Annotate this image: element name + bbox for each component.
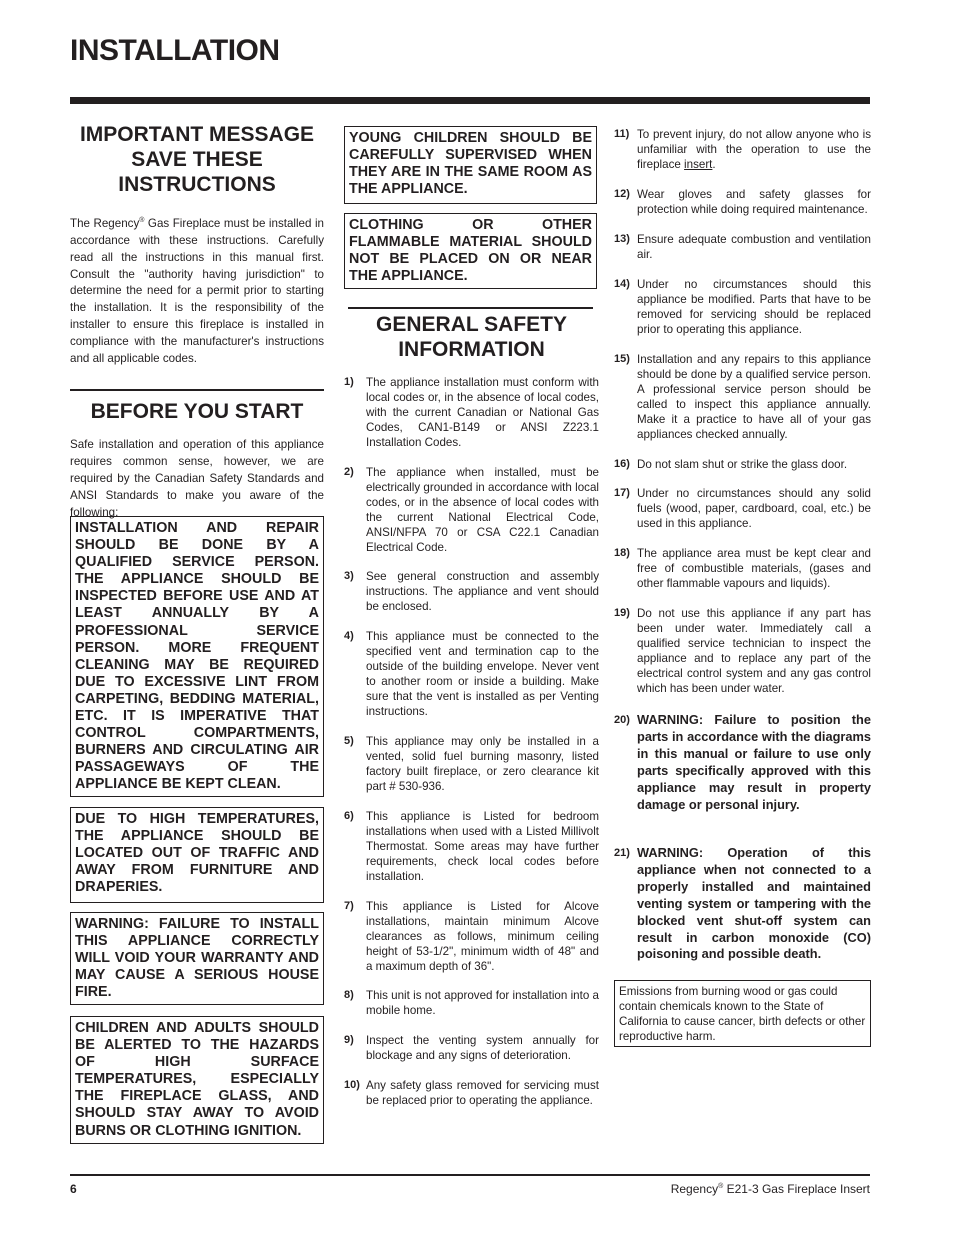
safety-warning-item: 20) WARNING: Failure to position the parts in accordance with the diagrams in this manual or failure to use only parts specifically approved with this appliance may result in property damage or personal injury. bbox=[614, 712, 871, 812]
warning-box-young-children: YOUNG CHILDREN SHOULD BE CAREFULLY SUPERVISED WHEN THEY ARE IN THE SAME ROOM AS THE APPLIANCE. bbox=[344, 126, 597, 204]
safety-warning-item: 21) WARNING: Operation of this appliance when not connected to a properly installed and maintained venting system or tampering with the blocked vent shut-off system can result in carbon monoxide (CO) poisoning and possible death. bbox=[614, 845, 871, 962]
warning-box-clothing: CLOTHING OR OTHER FLAMMABLE MATERIAL SHOULD NOT BE PLACED ON OR NEAR THE APPLIANCE. bbox=[344, 213, 597, 289]
page-title: INSTALLATION bbox=[70, 34, 280, 67]
warning-box-temperatures: DUE TO HIGH TEMPERATURES, THE APPLIANCE SHOULD BE LOCATED OUT OF TRAFFIC AND AWAY FROM FURNITURE AND DRAPERIES. bbox=[70, 807, 324, 903]
safety-heading: GENERAL SAFETY INFORMATION bbox=[376, 313, 567, 361]
safety-item: 13) Ensure adequate combustion and ventilation air. bbox=[614, 233, 871, 261]
header-rule bbox=[70, 97, 870, 104]
footer-title: Regency® E21-3 Gas Fireplace Insert bbox=[670, 1182, 870, 1196]
warning-box-installation: INSTALLATION AND REPAIR SHOULD BE DONE BY A QUALIFIED SERVICE PERSON. THE APPLIANCE SHOULD BE INSPECTED BEFORE USE AND AT LEAST ANNUALLY BY A PROFESSIONAL SERVICE PERSON. MORE FREQUENT CLEANING MAY BE REQUIRED DUE TO EXCESSIVE LINT FROM CARPETING, BEDDING MATERIAL, ETC. IT IS IMPERATIVE THAT CONTROL COMPARTMENTS, BURNERS AND CIRCULATING AIR PASSAGEWAYS OF THE APPLIANCE BE KEPT CLEAN. bbox=[70, 516, 324, 797]
safety-item: 4) This appliance must be connected to the specified vent and termination cap to the outside of the building envelope. Never vent to another room or inside a building. Make sure that the vent is installed as per Venting instructions. bbox=[344, 630, 599, 718]
warning-box-children: CHILDREN AND ADULTS SHOULD BE ALERTED TO THE HAZARDS OF HIGH SURFACE TEMPERATURES, ESPECIALLY THE FIREPLACE GLASS, AND SHOULD STAY AWAY TO AVOID BURNS OR CLOTHING IGNITION. bbox=[70, 1016, 324, 1144]
important-body: The Regency® Gas Fireplace must be installed in accordance with these instructions. Carefully read all the instructions in this manual first. Consult the "authority having jurisdiction" to determine the need for a permit prior to starting the installation. It is the responsibility of the installer to ensure this fireplace is installed in compliance with the manufacturer's instructions and all applicable codes. bbox=[70, 216, 324, 366]
warning-box-warranty: WARNING: FAILURE TO INSTALL THIS APPLIANCE CORRECTLY WILL VOID YOUR WARRANTY AND MAY CAUSE A SERIOUS HOUSE FIRE. bbox=[70, 912, 324, 1005]
safety-item: 5) This appliance may only be installed in a vented, solid fuel burning masonry, listed factory built fireplace, or zero clearance kit part # 530-936. bbox=[344, 735, 599, 793]
safety-item: 9) Inspect the venting system annually for blockage and any signs of deterioration. bbox=[344, 1034, 599, 1062]
safety-item: 2) The appliance when installed, must be electrically grounded in accordance with local codes, or in the absence of local codes with the current National Electrical Code, ANSI/NFPA 70 or CSA C22.1 Canadian Electrical Code. bbox=[344, 466, 599, 554]
safety-item: 17) Under no circumstances should any solid fuels (wood, paper, cardboard, coal, etc.) be used in this appliance. bbox=[614, 487, 871, 530]
safety-item: 7) This appliance is Listed for Alcove installations, maintain minimum Alcove clearances as follows, minimum ceiling height of 53-1/2", minimum width of 48" and a maximum depth of 36". bbox=[344, 900, 599, 973]
safety-item: 14) Under no circumstances should this appliance be modified. Parts that have to be removed for servicing should be replaced prior to operating this appliance. bbox=[614, 278, 871, 336]
safety-item: 11) To prevent injury, do not allow anyone who is unfamiliar with the operation to use the fireplace insert. bbox=[614, 128, 871, 171]
insert-link: insert bbox=[684, 158, 713, 171]
safety-rule bbox=[348, 307, 593, 309]
safety-item: 19) Do not use this appliance if any part has been under water. Immediately call a qualified service technician to inspect the appliance and to replace any part of the electrical control system and any gas control which has been under water. bbox=[614, 607, 871, 695]
safety-item: 6) This appliance is Listed for bedroom installations when used with a Listed Millivolt Thermostat. Some areas may have further requirements, check local codes before installation. bbox=[344, 810, 599, 883]
footer-rule bbox=[70, 1174, 870, 1176]
safety-item: 12) Wear gloves and safety glasses for protection while doing required maintenance. bbox=[614, 188, 871, 216]
safety-item: 10) Any safety glass removed for servicing must be replaced prior to operating the appliance. bbox=[344, 1079, 599, 1107]
important-heading: IMPORTANT MESSAGE SAVE THESE INSTRUCTIONS bbox=[79, 123, 315, 196]
page-number: 6 bbox=[70, 1182, 77, 1196]
safety-item: 16) Do not slam shut or strike the glass door. bbox=[614, 458, 848, 471]
safety-item: 18) The appliance area must be kept clear and free of combustible materials, (gases and other flammable vapours and liquids). bbox=[614, 547, 871, 590]
safety-item: 3) See general construction and assembly instructions. The appliance and vent should be enclosed. bbox=[344, 570, 599, 613]
before-rule bbox=[70, 389, 324, 391]
before-body: Safe installation and operation of this appliance requires common sense, however, we are required by the Canadian Safety Standards and ANSI Standards to make you aware of the following: bbox=[70, 438, 324, 519]
emissions-notice: Emissions from burning wood or gas could contain chemicals known to the State of California to cause cancer, birth defects or other reproductive harm. bbox=[614, 980, 871, 1047]
safety-item: 8) This unit is not approved for installation into a mobile home. bbox=[344, 989, 599, 1017]
safety-item: 15) Installation and any repairs to this appliance should be done by a qualified service person. A professional service person should be called to inspect this appliance annually. Make it a practice to have all of your gas appliances checked annually. bbox=[614, 353, 871, 441]
before-heading: BEFORE YOU START bbox=[90, 400, 304, 423]
safety-item: 1) The appliance installation must conform with local codes or, in the absence of local codes, with the current Canadian or National Gas Codes, CAN1-B149 or ANSI Z223.1 Installation Codes. bbox=[344, 376, 599, 449]
